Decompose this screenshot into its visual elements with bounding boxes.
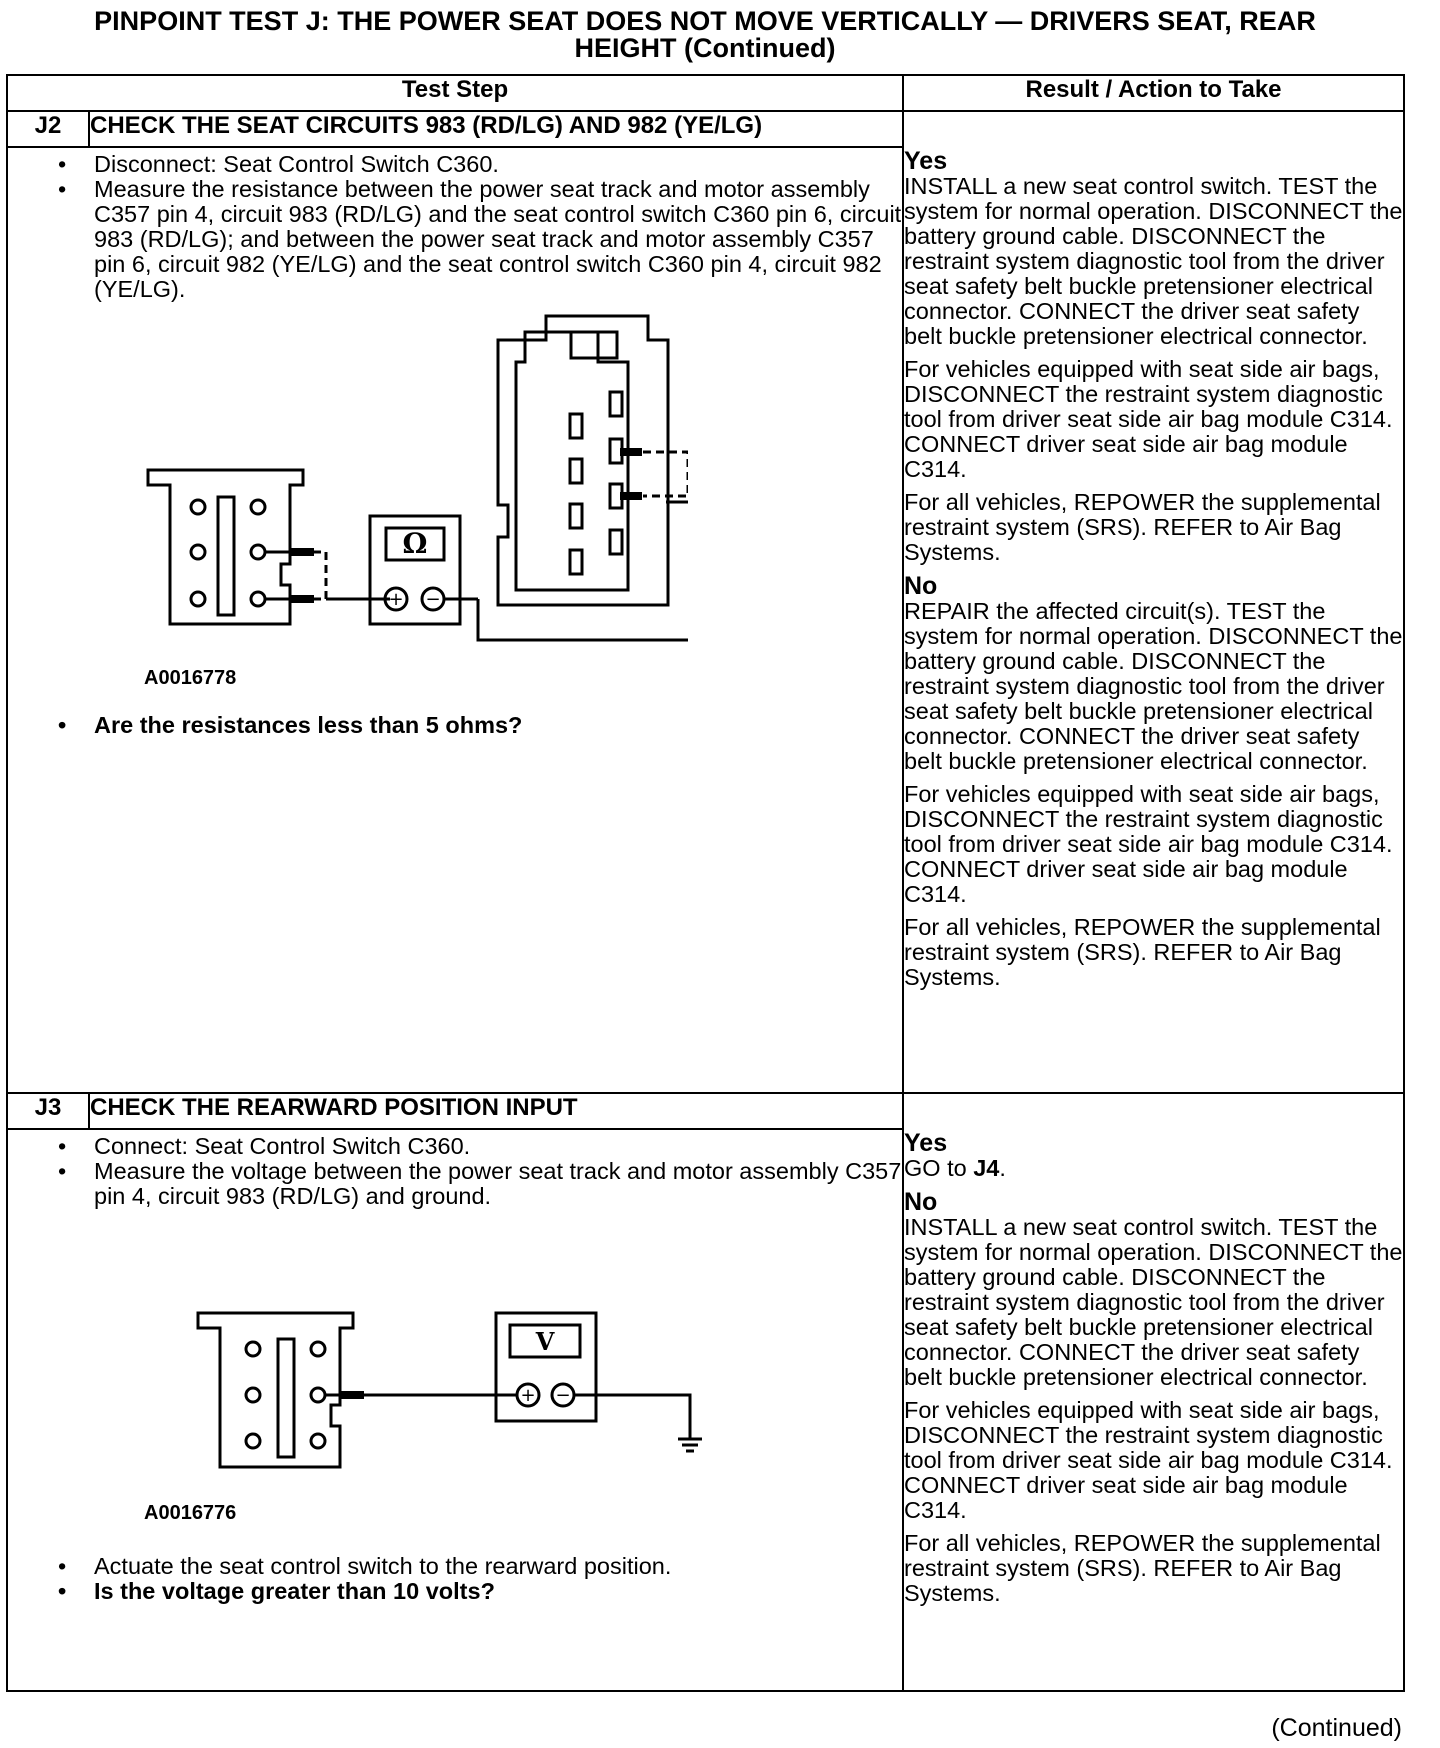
j2-figure-code: A0016778 — [144, 667, 237, 689]
j2-switch-pin — [191, 545, 205, 559]
step-j2-result — [903, 111, 1404, 1093]
j2-yes-label: Yes — [904, 147, 948, 175]
j2-switch-pin — [191, 592, 205, 606]
j3-no-para-2: For vehicles equipped with seat side air bags, DISCONNECT the restraint system diagnostic tool from driver seat side air bag module C314. CONNECT driver seat side air bag module C314. — [904, 1397, 1393, 1523]
j2-track-pin-slot — [610, 392, 622, 416]
j3-no-label: No — [904, 1188, 938, 1216]
step-j2-title: CHECK THE SEAT CIRCUITS 983 (RD/LG) AND 982 (YE/LG) — [89, 111, 903, 147]
j2-switch-center-slot — [218, 497, 234, 615]
step-j3-title-row — [7, 1093, 1404, 1129]
j2-probe-tip — [290, 548, 314, 556]
j2-track-latch — [571, 332, 617, 358]
j3-yes-go-target: J4 — [973, 1155, 1000, 1181]
j2-switch-pin — [191, 500, 205, 514]
j2-no-para-2: For vehicles equipped with seat side air bags, DISCONNECT the restraint system diagnostic tool from driver seat side air bag module C314. CONNECT driver seat side air bag module C314. — [904, 781, 1393, 907]
title-line-2: HEIGHT (Continued) — [574, 33, 836, 63]
j3-switch-pin — [311, 1434, 325, 1448]
result-header: Result / Action to Take — [903, 75, 1404, 111]
j2-switch-pin — [251, 592, 265, 606]
j2-switch-pin — [251, 500, 265, 514]
j2-track-jumper-dashed — [643, 452, 688, 496]
j3-no-para-1: INSTALL a new seat control switch. TEST the system for normal operation. DISCONNECT the battery ground cable. DISCONNECT the restraint system diagnostic tool from the driver seat safety belt buckle pretensioner electrical connector. CONNECT the driver seat safety belt buckle pretensioner electrical connector. — [904, 1214, 1403, 1390]
j2-yes-para-2: For vehicles equipped with seat side air bags, DISCONNECT the restraint system diagnostic tool from driver seat side air bag module C314. CONNECT driver seat side air bag module C314. — [904, 356, 1393, 482]
j3-bullet-2: • Measure the voltage between the power seat track and motor assembly C357 pin 4, circuit 983 (RD/LG) and ground. — [94, 1159, 902, 1209]
j3-meter-symbol: V — [535, 1327, 555, 1356]
j2-negative-sign: − — [425, 589, 441, 610]
j3-no-para-3: For all vehicles, REPOWER the supplemental restraint system (SRS). REFER to Air Bag Systems. — [904, 1530, 1381, 1606]
j2-track-pin-slot — [570, 459, 582, 483]
j2-positive-sign: + — [388, 589, 404, 610]
j2-bullet-1: • Disconnect: Seat Control Switch C360. — [94, 152, 902, 177]
step-j3-title: CHECK THE REARWARD POSITION INPUT — [89, 1093, 903, 1129]
j2-meter-symbol: Ω — [402, 527, 428, 560]
j3-switch-connector-body — [198, 1313, 353, 1467]
test-step-header: Test Step — [7, 75, 903, 111]
j2-switch-pin — [251, 545, 265, 559]
j2-no-para-1: REPAIR the affected circuit(s). TEST the system for normal operation. DISCONNECT the battery ground cable. DISCONNECT the restraint system diagnostic tool from the driver seat safety belt buckle pretensioner electrical connector. CONNECT the driver seat safety belt buckle pretensioner electrical connector. — [904, 598, 1403, 774]
j2-yes-para-3: For all vehicles, REPOWER the supplemental restraint system (SRS). REFER to Air Bag Systems. — [904, 489, 1381, 565]
j2-track-pin-slot — [570, 550, 582, 574]
pinpoint-test-table — [6, 74, 1405, 1692]
j3-yes-label: Yes — [904, 1129, 948, 1157]
j3-probe-tip — [340, 1391, 364, 1399]
j3-yes-go-prefix: GO to — [904, 1155, 974, 1181]
step-j3-id: J3 — [7, 1093, 89, 1129]
j3-yes-go-suffix: . — [999, 1155, 1006, 1181]
j3-yes-go — [904, 1156, 1403, 1181]
j3-voltage-diagram — [108, 1209, 728, 1509]
j3-negative-sign: − — [555, 1385, 571, 1406]
header-row — [7, 75, 1404, 111]
j2-track-pin-slot — [570, 414, 582, 438]
j2-track-probe-tip — [620, 492, 642, 500]
j2-yes-para-1: INSTALL a new seat control switch. TEST the system for normal operation. DISCONNECT the battery ground cable. DISCONNECT the restraint system diagnostic tool from the driver seat safety belt buckle pretensioner electrical connector. CONNECT the driver seat safety belt buckle pretensioner electrical connector. — [904, 173, 1403, 349]
j2-probe-tip — [290, 595, 314, 603]
step-j2-id: J2 — [7, 111, 89, 147]
continued-label: (Continued) — [1271, 1714, 1402, 1742]
j3-lead-to-ground — [574, 1395, 690, 1439]
j3-switch-pin — [311, 1388, 325, 1402]
j2-jumper-dashed — [313, 552, 326, 599]
j2-track-pin-slot — [570, 504, 582, 528]
j3-positive-sign: + — [520, 1385, 536, 1406]
j3-switch-pin — [311, 1342, 325, 1356]
step-j3-body — [7, 1129, 903, 1691]
j3-switch-pin — [246, 1388, 260, 1402]
j3-figure-code: A0016776 — [144, 1502, 237, 1524]
j2-no-label: No — [904, 572, 938, 600]
j3-bullet-1: • Connect: Seat Control Switch C360. — [94, 1134, 902, 1159]
j2-switch-connector-body — [148, 470, 303, 624]
j2-track-probe-tip — [620, 448, 642, 456]
j2-bullet-2: • Measure the resistance between the power seat track and motor assembly C357 pin 4, circuit 983 (RD/LG) and the seat control switch C360 pin 6, circuit 983 (RD/LG); and between the power seat track and motor assembly C357 pin 6, circuit 982 (YE/LG) and the seat control switch C360 pin 4, circuit 982 (YE/LG). — [94, 177, 902, 302]
step-j2-body — [7, 147, 903, 1093]
j2-question: • Are the resistances less than 5 ohms? — [94, 713, 902, 738]
j3-switch-pin — [246, 1342, 260, 1356]
step-j3-result — [903, 1093, 1404, 1691]
page-title — [0, 8, 1410, 62]
title-line-1: PINPOINT TEST J: THE POWER SEAT DOES NOT MOVE VERTICALLY — DRIVERS SEAT, REAR — [94, 6, 1316, 36]
step-j2-title-row — [7, 111, 1404, 147]
j3-question: • Is the voltage greater than 10 volts? — [94, 1579, 902, 1604]
j3-bullet-3: • Actuate the seat control switch to the rearward position. — [94, 1554, 902, 1579]
j3-switch-pin — [246, 1434, 260, 1448]
j2-no-para-3: For all vehicles, REPOWER the supplemental restraint system (SRS). REFER to Air Bag Systems. — [904, 914, 1381, 990]
j2-resistance-diagram — [68, 302, 688, 672]
j3-switch-center-slot — [278, 1339, 294, 1457]
j2-track-pin-slot — [610, 530, 622, 554]
